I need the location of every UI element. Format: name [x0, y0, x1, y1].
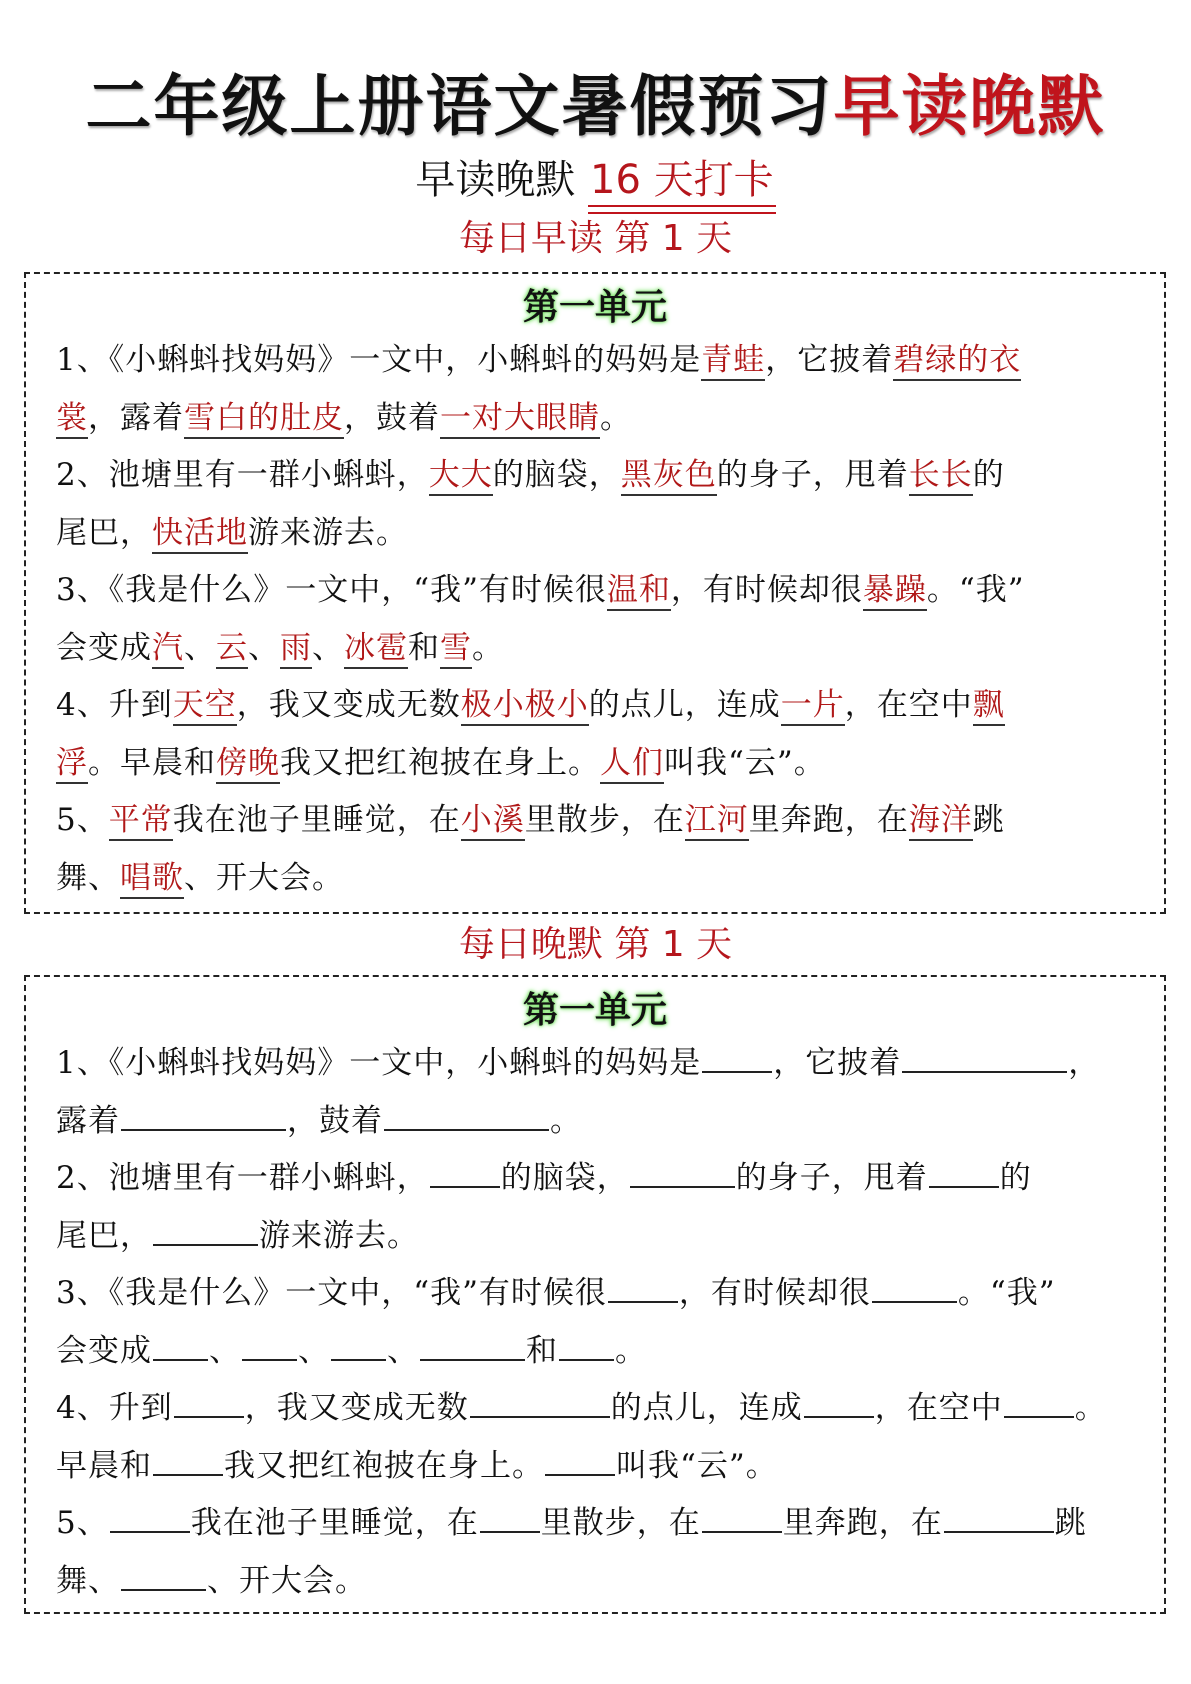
text-line [56, 850, 1134, 908]
text-line [56, 390, 1134, 448]
plain-text: 。“我” [926, 572, 1025, 608]
plain-text: 、 [209, 1332, 241, 1369]
plain-text: 和 [526, 1332, 558, 1369]
fill-in-blank[interactable] [121, 1099, 286, 1131]
fill-in-blank[interactable] [872, 1271, 957, 1303]
text-line [56, 735, 1134, 793]
answer-text: 江河 [685, 802, 749, 841]
fill-in-blank[interactable] [384, 1099, 549, 1131]
plain-text: 2、池塘里有一群小蝌蚪， [56, 457, 429, 493]
evening-section-title: 每日晚默 第 1 天 [458, 924, 733, 965]
plain-text: ，有时候却很 [670, 572, 863, 608]
plain-text: 里奔跑，在 [748, 802, 909, 838]
plain-text: 跳 [1054, 1505, 1087, 1541]
plain-text: 叫我“云”。 [616, 1447, 778, 1484]
plain-text: ，我又变成无数 [236, 687, 461, 723]
plain-text: 我在池子里睡觉，在 [190, 1505, 479, 1541]
text-line [56, 1323, 1134, 1381]
plain-text: 的 [972, 457, 1005, 493]
plain-text: 的点儿，连成 [610, 1390, 803, 1426]
answer-text: 傍晚 [216, 745, 280, 784]
plain-text: 3、《我是什么》一文中，“我”有时候很 [56, 1275, 607, 1311]
plain-text: 尾巴， [56, 1217, 152, 1254]
plain-text: ，它披着 [773, 1045, 902, 1081]
answer-text: 一对大眼睛 [440, 400, 600, 439]
plain-text: 、开大会。 [184, 859, 344, 896]
plain-text: ，它披着 [765, 342, 894, 378]
text-line [56, 1438, 1134, 1496]
answer-text: 唱歌 [120, 860, 184, 899]
fill-in-blank[interactable] [121, 1559, 206, 1591]
fill-in-blank[interactable] [702, 1501, 782, 1533]
answer-text: 浮 [56, 745, 88, 784]
fill-in-blank[interactable] [929, 1156, 999, 1188]
plain-text: 叫我“云”。 [664, 744, 826, 781]
plain-text: 我又把红袍披在身上。 [224, 1447, 544, 1484]
fill-in-blank[interactable] [420, 1329, 525, 1361]
answer-text: 天空 [173, 687, 237, 726]
plain-text: ，有时候却很 [678, 1275, 871, 1311]
fill-in-blank[interactable] [242, 1329, 297, 1361]
text-line [56, 447, 1134, 505]
plain-text: ，我又变成无数 [244, 1390, 469, 1426]
plain-text: 游来游去。 [259, 1217, 419, 1254]
fill-in-blank[interactable] [1004, 1386, 1074, 1418]
text-line [56, 620, 1134, 678]
fill-in-blank[interactable] [559, 1329, 614, 1361]
checkin-days-label: 16 天打卡 [588, 152, 776, 208]
answer-text: 飘 [973, 687, 1005, 726]
title-red: 早读晚默 [833, 68, 1106, 145]
answer-text: 雨 [280, 630, 312, 669]
answer-text: 雪 [440, 630, 472, 669]
plain-text: 2、池塘里有一群小蝌蚪， [56, 1160, 429, 1196]
plain-text: ，鼓着 [344, 399, 440, 436]
plain-text: 。 [472, 629, 504, 666]
text-line [56, 1035, 1134, 1093]
fill-in-blank[interactable] [944, 1501, 1054, 1533]
text-line [56, 1380, 1134, 1438]
fill-in-blank[interactable] [480, 1501, 540, 1533]
fill-in-blank[interactable] [153, 1214, 258, 1246]
text-line [56, 1265, 1134, 1323]
answer-text: 云 [216, 630, 248, 669]
answer-text: 大大 [429, 457, 493, 496]
answer-text: 汽 [152, 630, 184, 669]
answer-text: 冰雹 [344, 630, 408, 669]
text-line [56, 1150, 1134, 1208]
answer-text: 黑灰色 [621, 457, 717, 496]
plain-text: 4、升到 [56, 687, 173, 723]
plain-text: 。早晨和 [88, 744, 216, 781]
plain-text: 。 [600, 399, 632, 436]
morning-lines [26, 332, 1164, 907]
plain-text: 舞、 [56, 1562, 120, 1599]
text-line [56, 677, 1134, 735]
plain-text: 跳 [972, 802, 1005, 838]
text-line [56, 1093, 1134, 1151]
text-line [56, 562, 1134, 620]
answer-text: 平常 [109, 802, 173, 841]
text-line [56, 505, 1134, 563]
fill-in-blank[interactable] [470, 1386, 610, 1418]
worksheet-title [0, 62, 1191, 152]
plain-text: 、开大会。 [207, 1562, 367, 1599]
text-line [56, 332, 1134, 390]
plain-text: 4、升到 [56, 1390, 173, 1426]
plain-text: ，鼓着 [287, 1102, 383, 1139]
plain-text: 露着 [56, 1102, 120, 1139]
plain-text: 、 [184, 629, 216, 666]
fill-in-blank[interactable] [174, 1386, 244, 1418]
answer-text: 海洋 [909, 802, 973, 841]
fill-in-blank[interactable] [110, 1501, 190, 1533]
answer-text: 暴躁 [863, 572, 927, 611]
answer-text: 雪白的肚皮 [184, 400, 344, 439]
text-line [56, 1495, 1134, 1553]
plain-text: ，露着 [88, 399, 184, 436]
subtitle-black: 早读晚默 [415, 157, 589, 203]
fill-in-blank[interactable] [331, 1329, 386, 1361]
fill-in-blank[interactable] [153, 1444, 223, 1476]
fill-in-blank[interactable] [804, 1386, 874, 1418]
answer-text: 人们 [600, 745, 664, 784]
morning-section-title: 每日早读 第 1 天 [458, 218, 733, 259]
answer-text: 青蛙 [701, 342, 765, 381]
plain-text: 里散步，在 [540, 1505, 701, 1541]
fill-in-blank[interactable] [430, 1156, 500, 1188]
answer-text: 一片 [781, 687, 845, 726]
plain-text: 。“我” [957, 1275, 1056, 1311]
plain-text: 的脑袋， [492, 457, 621, 493]
plain-text: ， [1068, 1045, 1101, 1081]
plain-text: 。 [1074, 1390, 1107, 1426]
fill-in-blank[interactable] [153, 1329, 208, 1361]
plain-text: 会变成 [56, 629, 152, 666]
plain-text: ，在空中 [844, 687, 973, 723]
text-line [56, 1553, 1134, 1611]
plain-text: ，在空中 [874, 1390, 1003, 1426]
plain-text: 会变成 [56, 1332, 152, 1369]
plain-text: 1、《小蝌蚪找妈妈》一文中，小蝌蚪的妈妈是 [56, 1045, 702, 1081]
evening-lines [26, 1035, 1164, 1610]
fill-in-blank[interactable] [608, 1271, 678, 1303]
plain-text: 早晨和 [56, 1447, 152, 1484]
plain-text: 尾巴， [56, 514, 152, 551]
text-line [56, 792, 1134, 850]
fill-in-blank[interactable] [702, 1041, 772, 1073]
answer-text: 温和 [607, 572, 671, 611]
plain-text: 、 [387, 1332, 419, 1369]
title-black: 二年级上册语文暑假预习 [85, 68, 834, 145]
plain-text: 的身子，甩着 [735, 1160, 928, 1196]
plain-text: 的脑袋， [500, 1160, 629, 1196]
text-line [56, 1208, 1134, 1266]
plain-text: 3、《我是什么》一文中，“我”有时候很 [56, 572, 607, 608]
plain-text: 我在池子里睡觉，在 [172, 802, 461, 838]
answer-text: 长长 [909, 457, 973, 496]
morning-unit-title: 第一单元 [522, 286, 667, 328]
answer-text: 碧绿的衣 [893, 342, 1021, 381]
answer-text: 快活地 [152, 515, 248, 554]
plain-text: 里散步，在 [524, 802, 685, 838]
morning-reading-box [24, 272, 1166, 914]
plain-text: 、 [312, 629, 344, 666]
evening-dictation-box [24, 975, 1166, 1614]
plain-text: 5、 [56, 1505, 109, 1541]
plain-text: 。 [615, 1332, 647, 1369]
plain-text: 、 [298, 1332, 330, 1369]
plain-text: 、 [248, 629, 280, 666]
plain-text: 游来游去。 [248, 514, 408, 551]
plain-text: 我又把红袍披在身上。 [280, 744, 600, 781]
answer-text: 小溪 [461, 802, 525, 841]
worksheet-subtitle [0, 152, 1191, 208]
plain-text: 舞、 [56, 859, 120, 896]
plain-text: 里奔跑，在 [782, 1505, 943, 1541]
answer-text: 极小极小 [461, 687, 589, 726]
plain-text: 的 [999, 1160, 1032, 1196]
plain-text: 的点儿，连成 [588, 687, 781, 723]
plain-text: 5、 [56, 802, 109, 838]
plain-text: 。 [550, 1102, 582, 1139]
fill-in-blank[interactable] [902, 1041, 1067, 1073]
evening-unit-title: 第一单元 [522, 989, 667, 1031]
fill-in-blank[interactable] [545, 1444, 615, 1476]
answer-text: 裳 [56, 400, 88, 439]
plain-text: 和 [408, 629, 440, 666]
plain-text: 1、《小蝌蚪找妈妈》一文中，小蝌蚪的妈妈是 [56, 342, 702, 378]
plain-text: 的身子，甩着 [716, 457, 909, 493]
fill-in-blank[interactable] [630, 1156, 735, 1188]
